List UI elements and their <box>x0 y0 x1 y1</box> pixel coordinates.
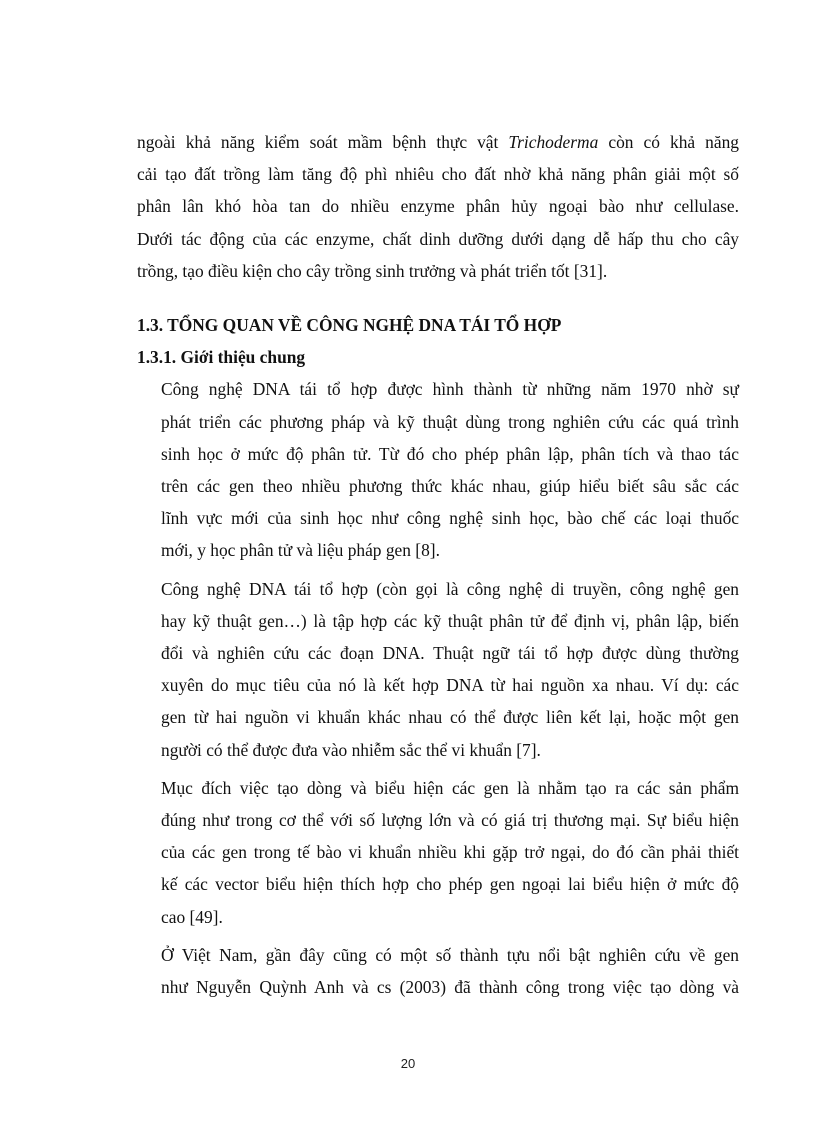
section-heading: 1.3. TỔNG QUAN VỀ CÔNG NGHỆ DNA TÁI TỔ HỢP <box>137 315 562 336</box>
text-line: phân lân khó hòa tan do nhiều enzyme phân hủy ngoại bào như cellulase. <box>137 196 739 217</box>
text-line: kế các vector biểu hiện thích hợp cho phép gen ngoại lai biểu hiện ở mức độ <box>161 874 739 895</box>
page-number: 20 <box>400 1056 416 1071</box>
text-line: lĩnh vực mới của sinh học như công nghệ sinh học, bào chế các loại thuốc <box>161 508 739 529</box>
text-line: xuyên do mục tiêu của nó là kết hợp DNA từ hai nguồn xa nhau. Ví dụ: các <box>161 675 739 696</box>
subsection-heading: 1.3.1. Giới thiệu chung <box>137 347 306 368</box>
text-line: sinh học ở mức độ phân tử. Từ đó cho phép phân lập, phân tích và thao tác <box>161 443 739 464</box>
text-line: mới, y học phân tử và liệu pháp gen [8]. <box>161 540 440 561</box>
text-line: người có thể được đưa vào nhiễm sắc thể vi khuẩn [7]. <box>161 739 541 760</box>
paragraph <box>137 772 739 933</box>
text-line: của các gen trong tế bào vi khuẩn nhiều khi gặp trở ngại, do đó cần phải thiết <box>161 842 739 863</box>
paragraph <box>137 373 739 566</box>
paragraph <box>137 939 739 1003</box>
text-line: phát triển các phương pháp và kỹ thuật dùng trong nghiên cứu các quá trình <box>161 411 739 432</box>
text-line: Ở Việt Nam, gần đây cũng có một số thành tựu nổi bật nghiên cứu về gen <box>161 944 739 965</box>
text-line: hay kỹ thuật gen…) là tập hợp các kỹ thuật phân tử để định vị, phân lập, biến <box>161 610 739 631</box>
text-line: Dưới tác động của các enzyme, chất dinh dưỡng dưới dạng dễ hấp thu cho cây <box>137 228 739 249</box>
text-line: gen từ hai nguồn vi khuẩn khác nhau có thể được liên kết lại, hoặc một gen <box>161 707 739 728</box>
text-line: đổi và nghiên cứu các đoạn DNA. Thuật ngữ tái tổ hợp được dùng thường <box>161 643 739 664</box>
text-line: như Nguyễn Quỳnh Anh và cs (2003) đã thành công trong việc tạo dòng và <box>161 977 739 998</box>
text-line: Công nghệ DNA tái tổ hợp được hình thành từ những năm 1970 nhờ sự <box>161 379 739 400</box>
text-line: trồng, tạo điều kiện cho cây trồng sinh trưởng và phát triển tốt [31]. <box>137 260 608 281</box>
text-line: Công nghệ DNA tái tổ hợp (còn gọi là công nghệ di truyền, công nghệ gen <box>161 578 739 599</box>
text-line: Mục đích việc tạo dòng và biểu hiện các gen là nhằm tạo ra các sản phẩm <box>161 777 739 798</box>
text-line: cải tạo đất trồng làm tăng độ phì nhiêu cho đất nhờ khả năng phân giải một số <box>137 164 739 185</box>
text-line: cao [49]. <box>161 906 223 927</box>
paragraph <box>137 573 739 766</box>
text-line: ngoài khả năng kiểm soát mầm bệnh thực vật Trichoderma còn có khả năng <box>137 132 739 152</box>
text-line: đúng như trong cơ thể với số lượng lớn và có giá trị thương mại. Sự biểu hiện <box>161 810 739 831</box>
text-line: trên các gen theo nhiều phương thức khác nhau, giúp hiểu biết sâu sắc các <box>161 476 739 497</box>
italic-term: Trichoderma <box>508 132 599 152</box>
intro-paragraph <box>137 126 739 287</box>
page-body <box>137 126 739 1003</box>
